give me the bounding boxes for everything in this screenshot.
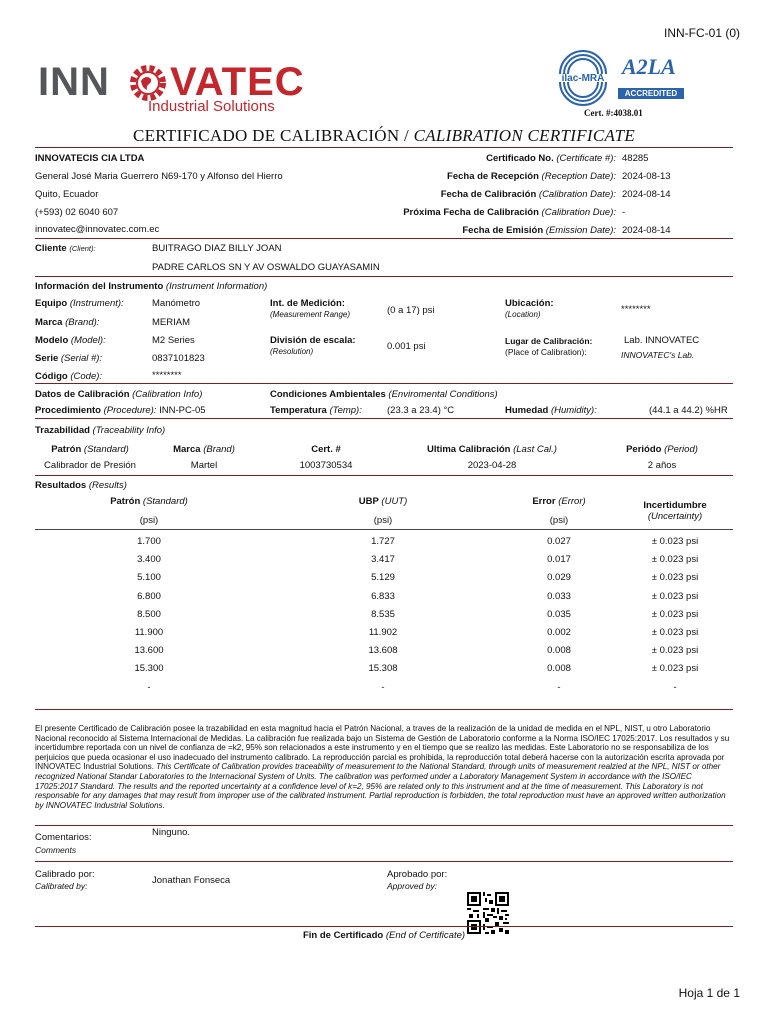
cert-info-label-es: Próxima Fecha de Calibración: [403, 207, 539, 218]
results-cell: 3.417: [371, 554, 395, 566]
cert-info-value: 2024-08-14: [622, 189, 671, 200]
end-rule: [35, 926, 733, 927]
traceability-header-en: (Period): [664, 444, 698, 455]
results-cell: ± 0.023 psi: [651, 572, 699, 584]
traceability-heading: Trazabilidad (Traceability Info): [35, 425, 166, 436]
page-title: [0, 126, 768, 146]
modelo-value: M2 Series: [152, 335, 195, 346]
temperature-value: (23.3 a 23.4) °C: [387, 405, 455, 416]
results-cell: ± 0.023 psi: [651, 608, 699, 620]
cert-info-value: -: [622, 207, 626, 218]
company-phone: (+593) 02 6040 607: [35, 207, 119, 218]
cert-info-label-en: (Reception Date):: [541, 171, 616, 182]
results-header-es: Incertidumbre: [643, 500, 707, 511]
svg-text:ilac-MRA: ilac-MRA: [561, 73, 605, 84]
results-cell: 15.300: [134, 663, 164, 675]
gear-globe-icon: [128, 63, 168, 103]
results-header-rule: [35, 529, 733, 530]
results-cell: 5.129: [371, 572, 395, 584]
results-cell: 13.600: [134, 645, 164, 657]
traceability-header: [402, 444, 582, 455]
place-value-en: INNOVATEC's Lab.: [621, 350, 695, 360]
cert-info-label: [316, 225, 616, 236]
calibration-rule: [35, 383, 733, 384]
company-address-1: General José Maria Guerrero N69-170 y Alfonso del Hierro: [35, 171, 283, 182]
results-header: [59, 496, 239, 507]
traceability-header-es: Periódo: [626, 444, 662, 455]
results-rule: [35, 475, 733, 476]
cert-info-label-es: Certificado No.: [486, 153, 554, 164]
results-header-es: Error: [532, 496, 556, 507]
location-label: Ubicación:: [505, 298, 554, 309]
cert-info-label: [316, 171, 616, 182]
equipo-label: Equipo (Instrument):: [35, 298, 124, 309]
marca-label: Marca (Brand):: [35, 317, 100, 328]
company-name: INNOVATECIS CIA LTDA: [35, 153, 145, 164]
results-cell: 0.035: [547, 608, 571, 620]
results-header-unit: (psi): [139, 515, 159, 526]
results-cell: ± 0.023 psi: [651, 590, 699, 602]
results-header-es: Patrón: [110, 496, 141, 507]
results-cell: 0.008: [547, 663, 571, 675]
results-header-en: (Uncertainty): [647, 511, 703, 522]
results-header-unit: (psi): [549, 515, 569, 526]
title-es: CERTIFICADO DE CALIBRACIÓN /: [132, 126, 414, 145]
results-cell: -: [147, 681, 151, 693]
range-label: Int. de Medición:: [270, 298, 345, 309]
calibration-heading: Datos de Calibración (Calibration Info): [35, 389, 203, 400]
results-header-en: (Error): [558, 496, 586, 507]
cert-info-label-en: (Calibration Due):: [541, 207, 616, 218]
title-en: CALIBRATION CERTIFICATE: [413, 126, 636, 145]
traceability-header-en: (Standard): [83, 444, 129, 455]
humidity-label: Humedad (Humidity):: [505, 405, 597, 416]
results-cell: 6.800: [137, 590, 161, 602]
approved-by-label-en: Approved by:: [387, 881, 438, 891]
results-header-en: (Standard): [142, 496, 188, 507]
results-cell: -: [381, 681, 385, 693]
a2la-logo: [618, 54, 684, 100]
cert-info-label: [316, 207, 616, 218]
codigo-label: Código (Code):: [35, 371, 103, 382]
results-cell: 8.535: [371, 608, 395, 620]
results-cell: 0.029: [547, 572, 571, 584]
end-of-certificate: Fin de Certificado (End of Certificate): [302, 930, 466, 941]
cert-info-value: 2024-08-13: [622, 171, 671, 182]
calibrated-by-label-en: Calibrated by:: [35, 881, 88, 891]
results-cell: 1.727: [371, 536, 395, 547]
traceability-header: [572, 444, 752, 455]
results-cell: 5.100: [137, 572, 161, 584]
legal-rule: [35, 709, 733, 710]
comments-rule: [35, 825, 733, 826]
document-code: INN-FC-01 (0): [663, 26, 740, 40]
traceability-header-en: (Last Cal.): [513, 444, 557, 455]
results-heading: Resultados (Results): [35, 480, 127, 491]
innovatec-logo: [38, 60, 305, 120]
results-cell: ± 0.023 psi: [651, 536, 699, 547]
accreditation-cert-number: Cert. #:4038.01: [584, 108, 643, 118]
results-cell: 15.308: [368, 663, 398, 675]
results-cell: 11.902: [368, 627, 398, 638]
traceability-header-es: Cert. #: [311, 444, 341, 455]
results-cell: ± 0.023 psi: [651, 663, 699, 675]
page-number: Hoja 1 de 1: [678, 986, 740, 1000]
serie-label: Serie (Serial #):: [35, 353, 103, 364]
results-cell: 0.008: [547, 645, 571, 657]
range-value: (0 a 17) psi: [387, 305, 435, 316]
conditions-heading: Condiciones Ambientales (Enviromental Conditions): [270, 389, 498, 400]
cert-info-label: [316, 153, 616, 164]
traceability-cell: Calibrador de Presión: [44, 460, 136, 471]
instrument-heading: Información del Instrumento (Instrument Information): [35, 281, 268, 292]
location-value: ********: [621, 304, 651, 315]
traceability-rule: [35, 418, 733, 419]
place-label: Lugar de Calibración:: [505, 336, 593, 346]
cert-info-label-es: Fecha de Recepción: [447, 171, 539, 182]
cert-info-label-es: Fecha de Emisión: [462, 225, 544, 236]
a2la-accredited-label: ACCREDITED: [618, 88, 684, 99]
cert-info-value: 2024-08-14: [622, 225, 671, 236]
traceability-cell: 2 años: [647, 460, 677, 471]
company-address-2: Quito, Ecuador: [35, 189, 99, 200]
ilac-mra-logo: [554, 50, 612, 106]
modelo-label: Modelo (Model):: [35, 335, 106, 346]
logo-tagline: Industrial Solutions: [148, 98, 275, 115]
results-cell: ± 0.023 psi: [651, 645, 699, 657]
equipo-value: Manómetro: [152, 298, 201, 309]
signatures-rule: [35, 861, 733, 862]
legal-notice: [35, 724, 733, 810]
results-cell: 3.400: [137, 554, 161, 566]
cert-info-label-en: (Emission Date):: [545, 225, 616, 236]
codigo-value: ********: [152, 370, 182, 381]
results-header-en: (UUT): [381, 496, 408, 507]
company-email: innovatec@innovatec.com.ec: [35, 224, 160, 235]
humidity-value: (44.1 a 44.2) %HR: [649, 405, 728, 416]
traceability-header: [236, 444, 416, 455]
cert-info-label-en: (Calibration Date):: [538, 189, 616, 200]
place-label-en: (Place of Calibration):: [505, 347, 587, 357]
location-label-en: (Location): [505, 310, 541, 319]
a2la-mark: A2LA: [622, 54, 676, 79]
client-name: BUITRAGO DIAZ BILLY JOAN: [152, 243, 282, 254]
results-cell: 0.002: [547, 627, 571, 638]
results-cell: 0.027: [547, 536, 571, 547]
comments-value: Ninguno.: [152, 827, 191, 838]
qr-code-icon: [467, 892, 509, 934]
marca-value: MERIAM: [152, 317, 190, 328]
results-cell: ± 0.023 psi: [651, 627, 699, 638]
results-header-es: UBP: [358, 496, 379, 507]
resolution-label-en: (Resolution): [270, 347, 314, 356]
traceability-cell: 2023-04-28: [467, 460, 517, 471]
serie-value: 0837101823: [152, 353, 205, 364]
procedure-field: Procedimiento (Procedure): INN-PC-05: [35, 405, 206, 416]
title-rule: [35, 147, 733, 148]
results-cell: 11.900: [134, 627, 164, 638]
cert-info-label-en: (Certificate #):: [556, 153, 616, 164]
cert-info-label: [316, 189, 616, 200]
calibrated-by-label: Calibrado por:: [35, 869, 95, 880]
results-cell: -: [557, 681, 561, 693]
results-cell: 13.608: [368, 645, 398, 657]
legal-notice-es: El presente Certificado de Calibración posee la trazabilidad en esta magnitud hacia el Patrón Nacional, a traves de la realización de la unidad de medida en el NPL, NIST, u otro Laboratorio Nacional reconocido al Sistema Internacional de Medidas. La calibración fue realizada bajo un Sistema de Gestión de Laboratorio conforme a la Norma ISO/IEC 17025:2017. Los resultados y su incertidumbre reportada con un nivel de confianza de =k2, 95% son relacionados a este instrumento y en el tiempo que se realizo las medidas. Este Laboratorio no se responsabiliza de los perjuicios que pueda ocasionar el uso inadecuado del instrumento calibrado. La reproducción parcial es prohibida, la reproducción total deberá hacerse con la autorización escrita aprovada por INNOVATEC Industrial Solutions.: [35, 724, 730, 772]
results-cell: 1.700: [137, 536, 161, 547]
resolution-value: 0.001 psi: [387, 341, 426, 352]
traceability-cell: 1003730534: [299, 460, 353, 471]
temperature-label: Temperatura (Temp):: [270, 405, 362, 416]
client-label: Cliente (Client):: [35, 243, 96, 254]
range-label-en: (Measurement Range): [270, 310, 351, 319]
place-value: Lab. INNOVATEC: [624, 335, 700, 346]
results-cell: 8.500: [137, 608, 161, 620]
comments-label-en: Comments: [35, 845, 77, 855]
cert-info-value: 48285: [622, 153, 649, 164]
instrument-rule: [35, 276, 733, 277]
results-cell: -: [673, 681, 677, 693]
traceability-header-en: (Brand): [203, 444, 235, 455]
results-header-unit: (psi): [373, 515, 393, 526]
traceability-cell: Martel: [190, 460, 218, 471]
resolution-label: División de escala:: [270, 335, 356, 346]
legal-notice-en: This Certificate of Calibration provides traceability of measurement to the National Standard, through units of measurement realzied at the NPL, NIST or other recognized National Standar Laboratories to the Internacional System of Units. The calibration was performed under a Laboratory Management System in accordance with the ISO/IEC 17025:2017 Standard. The results and the reported uncertainty at a confidence level of k=2, 95% are related only to this instrument and at the time of measurement. This Laboratory is not responsable for any damages that may result from improper use of the calibrated instrument. Partial reproduction is forbidden, the total reproduction must have an approved written authorization by INNOVATEC Industrial Solutions.: [35, 762, 726, 810]
results-cell: 0.033: [547, 590, 571, 602]
client-rule: [35, 238, 733, 239]
logo-text-right: VATEC: [170, 60, 305, 104]
results-header: [293, 496, 473, 507]
calibrated-by-name: Jonathan Fonseca: [152, 875, 231, 886]
logo-text-left: INN: [38, 60, 110, 104]
results-cell: 6.833: [371, 590, 395, 602]
results-cell: 0.017: [547, 554, 571, 566]
traceability-header-es: Patrón: [51, 444, 82, 455]
client-address: PADRE CARLOS SN Y AV OSWALDO GUAYASAMIN: [152, 262, 380, 273]
traceability-header-es: Marca: [173, 444, 201, 455]
results-cell: ± 0.023 psi: [651, 554, 699, 566]
traceability-header-es: Ultima Calibración: [427, 444, 511, 455]
comments-label: Comentarios:: [35, 832, 92, 843]
cert-info-label-es: Fecha de Calibración: [440, 189, 537, 200]
approved-by-label: Aprobado por:: [387, 869, 448, 880]
